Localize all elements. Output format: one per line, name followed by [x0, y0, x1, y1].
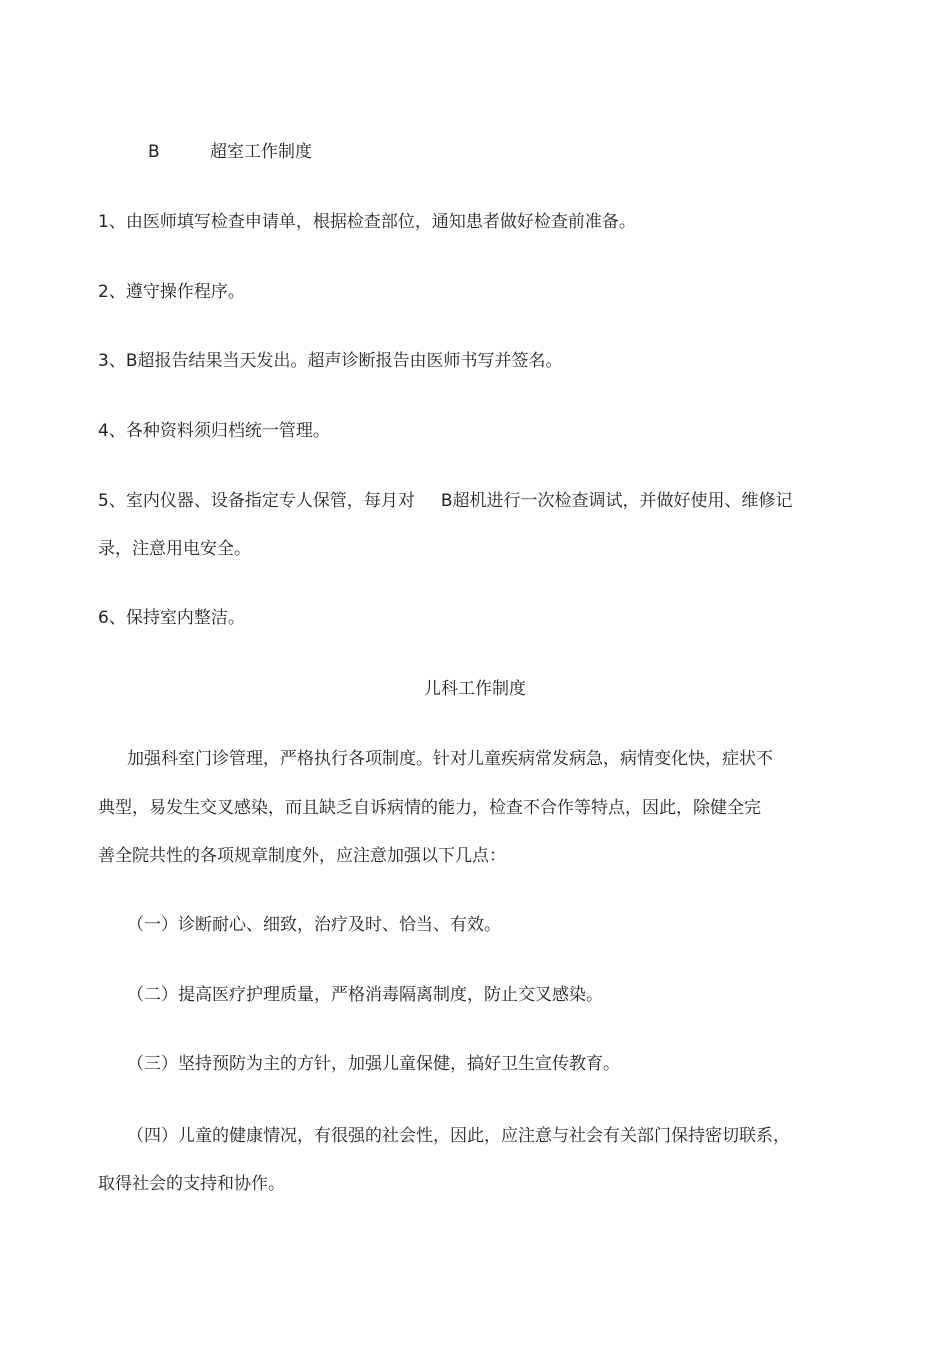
section-pediatrics-title: 儿科工作制度: [424, 679, 526, 699]
section-b-item-5-part2: B超机进行一次检查调试，并做好使用、维修记: [440, 491, 793, 511]
section-b-item-6: 6、保持室内整洁。: [98, 608, 245, 628]
section-b-item-3: 3、B超报告结果当天发出。超声诊断报告由医师书写并签名。: [98, 351, 563, 371]
pediatrics-point-2: （二）提高医疗护理质量，严格消毒隔离制度，防止交叉感染。: [127, 985, 603, 1005]
pediatrics-point-1: （一）诊断耐心、细致，治疗及时、恰当、有效。: [127, 915, 501, 935]
section-b-title-text: 超室工作制度: [210, 142, 312, 162]
section-b-item-2: 2、遵守操作程序。: [98, 282, 245, 302]
section-b-item-1: 1、由医师填写检查申请单，根据检查部位，通知患者做好检查前准备。: [98, 212, 636, 232]
pediatrics-point-3: （三）坚持预防为主的方针，加强儿童保健，搞好卫生宣传教育。: [127, 1054, 620, 1074]
pediatrics-intro-line-3: 善全院共性的各项规章制度外，应注意加强以下几点：: [98, 846, 506, 866]
pediatrics-point-4: （四）儿童的健康情况，有很强的社会性，因此，应注意与社会有关部门保持密切联系，: [127, 1126, 790, 1146]
pediatrics-point-4-continuation: 取得社会的支持和协作。: [98, 1174, 285, 1194]
section-b-item-4: 4、各种资料须归档统一管理。: [98, 421, 330, 441]
section-b-item-5-part1: 5、室内仪器、设备指定专人保管，每月对: [98, 491, 415, 511]
section-b-item-5-continuation: 录，注意用电安全。: [98, 539, 251, 559]
pediatrics-intro-line-1: 加强科室门诊管理，严格执行各项制度。针对儿童疾病常发病急，病情变化快，症状不: [127, 749, 773, 769]
section-b-item-5: [98, 490, 793, 512]
section-b-title-letter: B: [148, 142, 160, 162]
pediatrics-intro-line-2: 典型，易发生交叉感染，而且缺乏自诉病情的能力，检查不合作等特点，因此，除健全完: [98, 798, 761, 818]
